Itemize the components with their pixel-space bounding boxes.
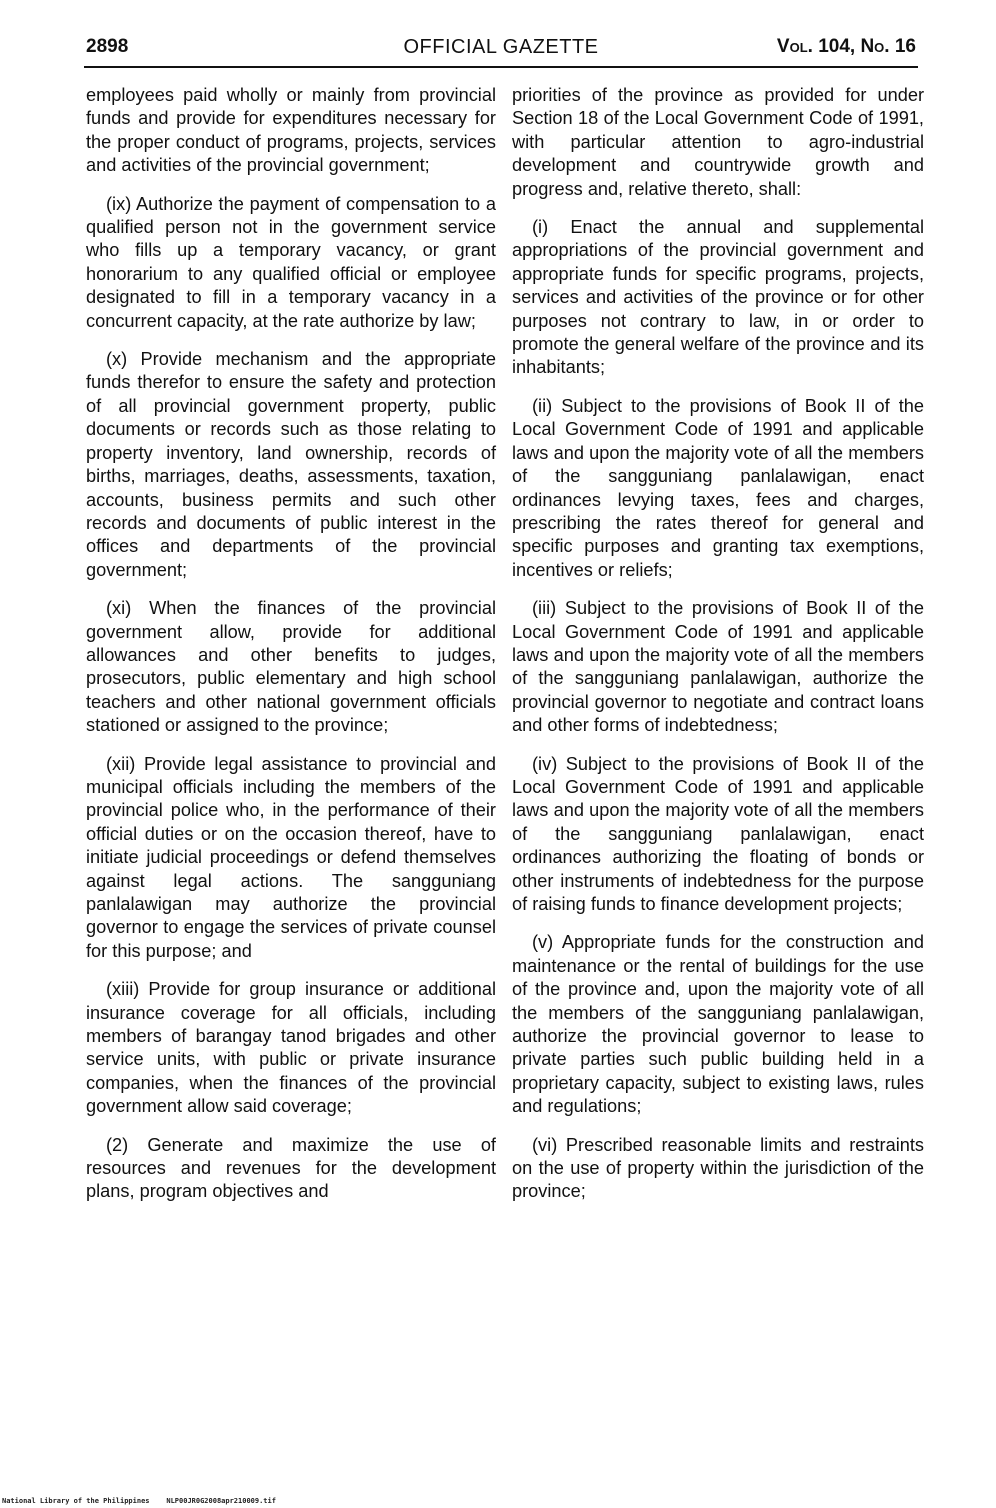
right-paragraph-v: (v) Appropriate funds for the construction and maintenance or the rental of buildings for the use of the province and, upon the majority vote of all the members of the sangguniang panlalawigan, authorize the provincial governor to lease to private parties such public building held in a proprietary capacity, subject to existing laws, rules and regulations;: [512, 932, 924, 1117]
right-paragraph-iv: (iv) Subject to the provisions of Book II of the Local Government Code of 1991 and applicable laws and upon the majority vote of all the members of the sangguniang panlalawigan, enact ordinances authorizing the floating of bonds or other instruments of indebtedness for the purpose of raising funds to finance development projects;: [512, 753, 924, 914]
left-paragraph-xii: (xii) Provide legal assistance to provincial and municipal officials including the members of the provincial police who, in the performance of their official duties or on the occasion thereof, have to initiate judicial proceedings or defend themselves against legal actions. The sangguniang panlalawigan may authorize the provincial governor to engage the services of private counsel for this purpose; and: [86, 753, 496, 961]
scan-footer: [2, 1497, 276, 1505]
page-header: [86, 36, 916, 66]
left-paragraph-xiii: (xiii) Provide for group insurance or additional insurance coverage for all officials, including members of barangay tanod brigades and other service units, with public or private insurance companies, when the finances of the provincial government allow said coverage;: [86, 979, 496, 1117]
left-paragraph-xi: (xi) When the finances of the provincial government allow, provide for additional allowances and other benefits to judges, prosecutors, public elementary and high school teachers and other national government officials stationed or assigned to the province;: [86, 598, 496, 736]
left-paragraph-2: (2) Generate and maximize the use of resources and revenues for the development plans, program objectives and: [86, 1134, 496, 1202]
right-paragraph-vi: (vi) Prescribed reasonable limits and restraints on the use of property within the jurisdiction of the province;: [512, 1134, 924, 1202]
footer-library: National Library of the Philippines: [2, 1497, 150, 1505]
page-number: 2898: [86, 36, 129, 57]
right-paragraph-iii: (iii) Subject to the provisions of Book II of the Local Government Code of 1991 and applicable laws and upon the majority vote of all the members of the sangguniang panlalawigan, authorize the provincial governor to negotiate and contract loans and other forms of indebtedness;: [512, 598, 924, 736]
volume-number: Vol. 104, No. 16: [776, 36, 916, 57]
left-paragraph-ix: (ix) Authorize the payment of compensation to a qualified person not in the government service who fills up a temporary vacancy, or grant honorarium to any qualified official or employee designated to fill in a temporary vacancy in a concurrent capacity, at the rate authorize by law;: [86, 193, 496, 331]
gazette-title: OFFICIAL GAZETTE: [403, 36, 599, 58]
right-paragraph-ii: (ii) Subject to the provisions of Book II of the Local Government Code of 1991 and applicable laws and upon the majority vote of all the members of the sangguniang panlalawigan, enact ordinances levying taxes, fees and charges, prescribing the rates thereof for general and specific purposes and granting tax exemptions, incentives or reliefs;: [512, 395, 924, 580]
left-column: [86, 84, 496, 1219]
header-rule: [84, 66, 918, 68]
right-paragraph-i: (i) Enact the annual and supplemental appropriations of the provincial government and appropriate funds for specific programs, projects, services and activities of the province or for other purposes not contrary to law, in or order to promote the general welfare of the province and its inhabitants;: [512, 217, 924, 378]
footer-file: NLP00JR0G2008apr210009.tif: [166, 1497, 276, 1505]
left-paragraph-continuation: employees paid wholly or mainly from provincial funds and provide for expenditures necessary for the proper conduct of programs, projects, services and activities of the provincial government;: [86, 85, 496, 176]
right-paragraph-continuation: priorities of the province as provided for under Section 18 of the Local Government Code of 1991, with particular attention to agro-industrial development and countrywide growth and progress and, relative thereto, shall:: [512, 85, 924, 199]
left-paragraph-x: (x) Provide mechanism and the appropriate funds therefor to ensure the safety and protection of all provincial government property, public documents or records such as those relating to property inventory, land ownership, records of births, marriages, deaths, assessments, taxation, accounts, business permits and such other records and documents of public interest in the offices and departments of the provincial government;: [86, 349, 496, 580]
right-column: [512, 84, 924, 1219]
